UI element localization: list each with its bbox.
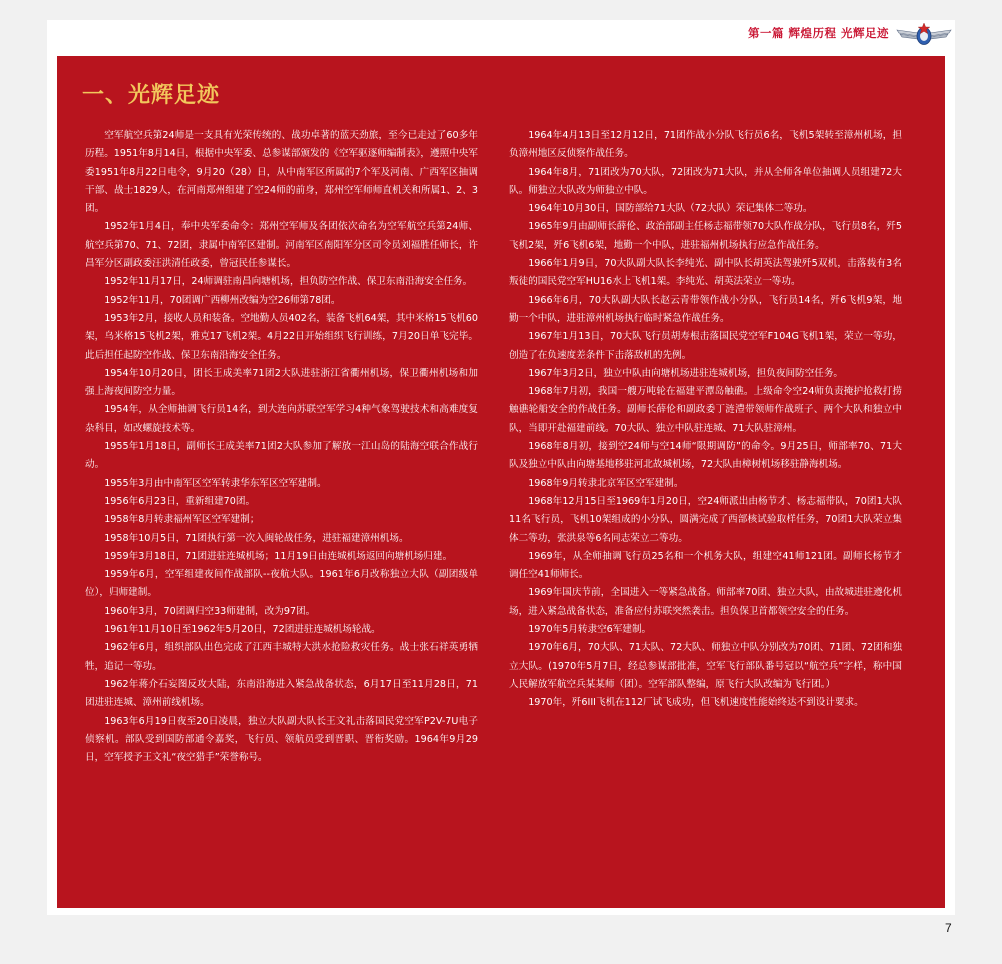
paragraph: 1969年，从全师抽调飞行员25名和一个机务大队，组建空41师121团。副师长杨节才调任空41师师长。 bbox=[509, 550, 902, 581]
paragraph: 1960年3月，70团调归空33师建制，改为97团。 bbox=[104, 605, 316, 617]
paragraph: 1964年10月30日，国防部给71大队（72大队）荣记集体二等功。 bbox=[528, 203, 813, 215]
paragraph: 1967年1月13日，70大队飞行员胡寿根击落国民党空军F104G飞机1架，荣立一等功，创造了在负速度差条件下击落敌机的先例。 bbox=[509, 331, 902, 361]
paragraph: 1952年1月4日，奉中央军委命令：郑州空军师及各团依次命名为空军航空兵第24师、航空兵第70、71、72团，隶属中南军区建制。河南军区南阳军分区司令员刘福胜任师长，许昌军分区副政委汪洪清任政委，曾冠民任参谋长。 bbox=[85, 221, 478, 270]
paragraph: 1965年9月由副师长薛伦、政治部副主任杨志福带领70大队作战分队，飞行员8名，歼5飞机2架，歼6飞机6架，地勤一个中队，进驻福州机场执行应急作战任务。 bbox=[509, 221, 902, 251]
air-force-emblem-icon bbox=[896, 22, 952, 46]
paragraph: 1967年3月2日，独立中队由向塘机场进驻连城机场，担负夜间防空任务。 bbox=[528, 367, 844, 379]
paragraph: 1955年3月由中南军区空军转隶华东军区空军建制。 bbox=[104, 477, 327, 489]
paragraph: 1962年6月，组织部队出色完成了江西丰城特大洪水抢险救灾任务。战士张石祥英勇牺牲，追记一等功。 bbox=[85, 642, 478, 672]
paragraph: 1952年11月17日，24师调驻南昌向塘机场，担负防空作战、保卫东南沿海安全任务。 bbox=[104, 276, 473, 288]
paragraph: 1968年12月15日至1969年1月20日，空24师派出由杨节才、杨志福带队，70团1大队11名飞行员，飞机10架组成的小分队，圆满完成了西部核试验取样任务，70团1大队荣立集体二等功，张洪泉等6名同志荣立二等功。 bbox=[509, 495, 902, 544]
paragraph: 1958年10月5日，71团执行第一次入闽轮战任务，进驻福建漳州机场。 bbox=[104, 532, 409, 544]
paragraph: 1964年4月13日至12月12日，71团作战小分队飞行员6名，飞机5架转至漳州机场，担负漳州地区反侦察作战任务。 bbox=[509, 130, 902, 160]
paragraph: 1953年2月，接收人员和装备。空地勤人员402名，装备飞机64架，其中米格15飞机60架，乌米格15飞机2架，雅克17飞机2架。4月22日开始组织飞行训练，7月20日单飞完毕。此后担任起防空作战、保卫东南沿海安全任务。 bbox=[85, 312, 478, 361]
paragraph: 1954年，从全师抽调飞行员14名，到大连向苏联空军学习4种气象驾驶技术和高难度复杂科目，如改螺旋技术等。 bbox=[85, 404, 478, 434]
right-text-column bbox=[509, 127, 902, 713]
paragraph: 1968年7月初，我国一艘万吨轮在福建平潭岛触礁。上级命令空24师负责掩护抢救打捞触礁轮船安全的作战任务。副师长薛伦和副政委丁涟澧带领师作战班子、两个大队和独立中队，当即开赴福建前线。70大队、独立中队驻连城、71大队驻漳州。 bbox=[509, 386, 902, 434]
paragraph: 1966年6月，70大队副大队长赵云青带领作战小分队，飞行员14名，歼6飞机9架，地勤一个中队，进驻漳州机场执行临时紧急作战任务。 bbox=[509, 294, 902, 324]
paragraph: 1968年9月转隶北京军区空军建制。 bbox=[528, 477, 684, 489]
page-sheet bbox=[47, 20, 955, 915]
section-heading: 一、光辉足迹 bbox=[82, 82, 221, 108]
paragraph: 1968年8月初，接到空24师与空14师“限期调防”的命令。9月25日，师部率70、71大队及独立中队由向塘基地移驻河北故城机场，72大队由樟树机场移驻静海机场。 bbox=[509, 441, 902, 471]
page-number: 7 bbox=[945, 921, 952, 935]
paragraph: 1970年5月转隶空6军建制。 bbox=[528, 624, 652, 636]
paragraph: 1970年6月，70大队、71大队、72大队、师独立中队分别改为70团、71团、72团和独立大队。(1970年5月7日，经总参谋部批准，空军飞行部队番号冠以“航空兵”字样，称中国人民解放军航空兵某某师（团）。空军部队整编，原飞行大队改编为飞行团。） bbox=[509, 642, 902, 690]
paragraph: 1966年1月9日，70大队副大队长李纯光、副中队长胡英法驾驶歼5双机，击落载有3名叛徒的国民党空军HU16水上飞机1架。李纯光、胡英法荣立一等功。 bbox=[509, 258, 902, 288]
paragraph: 1954年10月20日，团长王成美率71团2大队进驻浙江省衢州机场，保卫衢州机场和加强上海夜间防空力量。 bbox=[85, 367, 478, 398]
paragraph: 1956年6月23日，重新组建70团。 bbox=[104, 495, 256, 507]
paragraph: 空军航空兵第24师是一支具有光荣传统的、战功卓著的蓝天劲旅，至今已走过了60多年历程。1951年8月14日，根据中央军委、总参谋部颁发的《空军驱逐师编制表》，遵照中央军委1951年8月22日电令，9月20（28）日，从中南军区所属的7个军及河南、广西军区抽调干部、战士1829人，在河南郑州组建了空24师的前身，郑州空军师师直机关和所属1、2、3团。 bbox=[85, 130, 478, 215]
paragraph: 1958年8月转隶福州军区空军建制； bbox=[104, 514, 260, 526]
paragraph: 1952年11月，70团调广西柳州改编为空26师第78团。 bbox=[104, 294, 341, 306]
left-text-column bbox=[85, 127, 478, 767]
paragraph: 1955年1月18日，副师长王成美率71团2大队参加了解放一江山岛的陆海空联合作战行动。 bbox=[85, 441, 478, 471]
paragraph: 1962年蒋介石妄图反攻大陆，东南沿海进入紧急战备状态，6月17日至11月28日，71团进驻连城、漳州前线机场。 bbox=[85, 678, 478, 709]
running-header-title: 第一篇 辉煌历程 光辉足迹 bbox=[747, 26, 889, 40]
paragraph: 1963年6月19日夜至20日凌晨，独立大队副大队长王文礼击落国民党空军P2V-7U电子侦察机。部队受到国防部通令嘉奖，飞行员、领航员受到晋职、晋衔奖励。1964年9月29日，空军授予王文礼“夜空猎手”荣誉称号。 bbox=[85, 715, 478, 764]
paragraph: 1961年11月10日至1962年5月20日，72团进驻连城机场轮战。 bbox=[104, 624, 381, 636]
paragraph: 1959年3月18日，71团进驻连城机场；11月19日由连城机场返回向塘机场归建。 bbox=[104, 550, 453, 562]
paragraph: 1970年，歼6III飞机在112厂试飞成功，但飞机速度性能始终达不到设计要求。 bbox=[528, 697, 864, 709]
paragraph: 1959年6月，空军组建夜间作战部队--夜航大队。1961年6月改称独立大队（副团级单位），归师建制。 bbox=[85, 569, 478, 599]
paragraph: 1964年8月，71团改为70大队，72团改为71大队，并从全师各单位抽调人员组建72大队。师独立大队改为师独立中队。 bbox=[509, 166, 902, 196]
paragraph: 1969年国庆节前，全国进入一等紧急战备。师部率70团、独立大队，由故城进驻遵化机场，进入紧急战备状态，准备应付苏联突然袭击。担负保卫首都领空安全的任务。 bbox=[509, 587, 902, 617]
